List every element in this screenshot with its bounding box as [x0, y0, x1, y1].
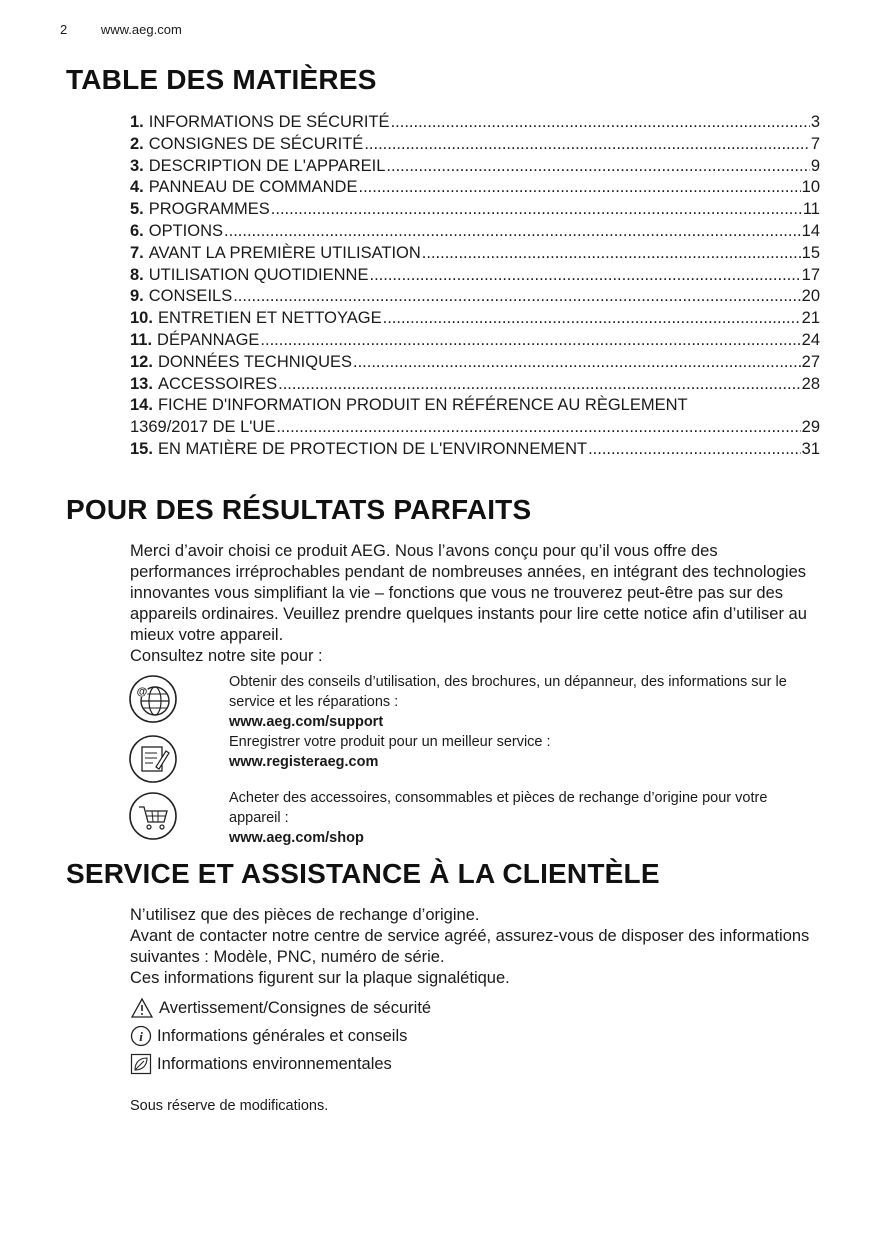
legend-label: Informations générales et conseils: [157, 1026, 408, 1045]
header-url[interactable]: www.aeg.com: [100, 22, 182, 37]
page-number: 2: [60, 22, 68, 37]
toc-item-10[interactable]: 10. ENTRETIEN ET NETTOYAGE ..... 21: [130, 308, 820, 330]
warning-triangle-icon: [130, 997, 154, 1019]
toc-item-3[interactable]: 3. DESCRIPTION DE L'APPAREIL ..... 9: [130, 156, 820, 178]
toc-dots: [364, 134, 810, 156]
toc-dots: [224, 221, 801, 243]
support-link-url[interactable]: www.aeg.com/support: [229, 714, 384, 730]
support-link-text: Obtenir des conseils d’utilisation, des brochures, un dépanneur, des informations sur le service et les réparations :: [229, 674, 787, 710]
toc-dots: [358, 177, 800, 199]
register-link-url[interactable]: www.registeraeg.com: [229, 754, 379, 770]
table-of-contents: [130, 112, 820, 461]
globe-at-icon: [128, 674, 178, 724]
toc-dots: [271, 199, 802, 221]
legend-item: [130, 994, 431, 1022]
legend-label: Informations environnementales: [157, 1054, 392, 1073]
register-pen-icon: [128, 734, 178, 784]
toc-item-13[interactable]: 13. ACCESSOIRES ..... 28: [130, 374, 820, 396]
service-line-2: Avant de contacter notre centre de service agréé, assurez-vous de disposer des informations suivantes : Modèle, PNC, numéro de série.: [130, 927, 810, 966]
toc-item-14[interactable]: 14. FICHE D'INFORMATION PRODUIT EN RÉFÉRENCE AU RÈGLEMENT 1369/2017 DE L'UE ..... 29: [130, 395, 820, 439]
shop-link-text: Acheter des accessoires, consommables et pièces de rechange d’origine pour votre appareil :: [229, 790, 768, 826]
toc-dots: [233, 286, 800, 308]
visit-text: Consultez notre site pour :: [130, 647, 323, 665]
toc-item-8[interactable]: 8. UTILISATION QUOTIDIENNE ..... 17: [130, 265, 820, 287]
toc-dots: [369, 265, 800, 287]
toc-dots: [386, 156, 809, 178]
svg-text:@: @: [136, 686, 148, 698]
legend-label: Avertissement/Consignes de sécurité: [159, 998, 432, 1017]
info-circle-icon: [130, 1025, 152, 1047]
service-section: [130, 905, 820, 989]
shop-link-url[interactable]: www.aeg.com/shop: [229, 830, 364, 846]
toc-item-12[interactable]: 12. DONNÉES TECHNIQUES ..... 27: [130, 352, 820, 374]
toc-dots: [391, 112, 810, 134]
toc-dots: [353, 352, 801, 374]
register-link-text: Enregistrer votre produit pour un meilleur service :: [229, 734, 551, 750]
toc-item-2[interactable]: 2. CONSIGNES DE SÉCURITÉ ..... 7: [130, 134, 820, 156]
toc-item-15[interactable]: 15. EN MATIÈRE DE PROTECTION DE L'ENVIRONNEMENT ..... 31: [130, 439, 820, 461]
toc-item-11[interactable]: 11. DÉPANNAGE ..... 24: [130, 330, 820, 352]
leaf-icon: [130, 1053, 152, 1075]
footer-note: Sous réserve de modifications.: [130, 1098, 329, 1114]
service-line-3: Ces informations figurent sur la plaque signalétique.: [130, 969, 510, 987]
results-title: POUR DES RÉSULTATS PARFAITS: [66, 494, 532, 525]
toc-item-6[interactable]: 6. OPTIONS ..... 14: [130, 221, 820, 243]
svg-text:i: i: [139, 1029, 143, 1044]
symbol-legend: [130, 994, 431, 1078]
page-header: [60, 22, 182, 37]
legend-item: [130, 1050, 431, 1078]
toc-dots: [588, 439, 801, 461]
legend-item: [130, 1022, 431, 1050]
toc-dots: [276, 417, 800, 439]
intro-paragraph: Merci d’avoir choisi ce produit AEG. Nous l’avons conçu pour qu’il vous offre des performances irréprochables pendant de nombreuses années, en intégrant des technologies innovantes vous simplifiant la vie – fonctions que vous ne trouverez peut-être pas sur des appareils ordinaires. Veuillez prendre quelques instants pour lire cette notice afin d’utiliser au mieux votre appareil.: [130, 542, 807, 644]
shopping-cart-icon: [128, 791, 178, 841]
service-line-1: N’utilisez que des pièces de rechange d’origine.: [130, 906, 480, 924]
toc-item-5[interactable]: 5. PROGRAMMES ..... 11: [130, 199, 820, 221]
toc-item-9[interactable]: 9. CONSEILS ..... 20: [130, 286, 820, 308]
toc-dots: [260, 330, 800, 352]
toc-item-1[interactable]: 1. INFORMATIONS DE SÉCURITÉ ..... 3: [130, 112, 820, 134]
toc-item-4[interactable]: 4. PANNEAU DE COMMANDE ..... 10: [130, 177, 820, 199]
toc-dots: [278, 374, 801, 396]
service-title: SERVICE ET ASSISTANCE À LA CLIENTÈLE: [66, 858, 660, 889]
intro-section: [130, 541, 820, 667]
toc-item-7[interactable]: 7. AVANT LA PREMIÈRE UTILISATION ..... 15: [130, 243, 820, 265]
toc-title: TABLE DES MATIÈRES: [66, 64, 377, 95]
toc-dots: [383, 308, 801, 330]
toc-dots: [422, 243, 801, 265]
